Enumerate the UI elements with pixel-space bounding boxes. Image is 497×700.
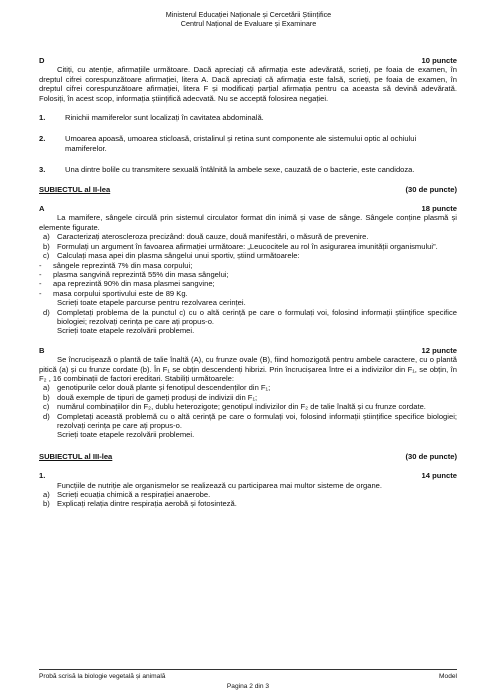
page-footer — [39, 669, 457, 691]
center-name: Centrul Național de Evaluare și Examinare — [180, 19, 317, 28]
part-b-letter: B — [39, 345, 45, 355]
footer-exam-title: Probă scrisă la biologie vegetală și animală — [39, 673, 166, 680]
part-b-item-a: a) genotipurile celor două plante și fenotipul descendenților din F₁; — [43, 383, 271, 393]
ministry-name: Ministerul Educației Naționale și Cercetării Științifice — [165, 10, 332, 19]
part-b-steps: Scrieți toate etapele rezolvării problemei. — [57, 430, 195, 440]
part-b-item-d: d) Completați această problemă cu o altă cerință pe care o formulați voi, folosind informații științifice specifice biologiei; rezolvați cerința pe care ați propus-o. — [43, 411, 457, 430]
statement-3: 3. Una dintre bolile cu transmitere sexuală întâlnită la ambele sexe, cauzată de o bacterie, este candidoza. — [39, 165, 415, 175]
part-b-item-b: b) două exemple de tipuri de gameți produși de indivizii din F₁; — [43, 392, 258, 402]
part-a-item-a: a) Caracterizați ateroscleroza precizând: două cauze, două manifestări, o măsură de prevenire. — [43, 232, 369, 242]
part-d-heading — [39, 56, 457, 65]
part-b-intro: Se încrucișează o plantă de talie înaltă (A), cu frunze ovale (B), fiind homozigotă pentru ambele caractere, cu o plantă pitică (a) și cu frunze cordate (b). În F₁ se obțin descendenți hibrizi. Prin încrucișarea între ei a indivizilor din F₁, se obțin, în F₂ , 16 combinații de factori ereditari. Stabiliți următoarele: — [39, 355, 457, 383]
part-a-steps-1: Scrieți toate etapele parcurse pentru rezolvarea cerinței. — [57, 298, 246, 308]
part-a-steps-2: Scrieți toate etapele rezolvării problemei. — [57, 326, 195, 336]
subject-3-heading — [39, 452, 457, 461]
question-1-item-b: b) Explicați relația dintre respirația aerobă și fotosinteză. — [43, 499, 237, 509]
part-b-points: 12 puncte — [421, 345, 457, 355]
statement-1: 1. Rinichii mamiferelor sunt localizați în cavitatea abdominală. — [39, 113, 264, 123]
subject-3-title: SUBIECTUL al III-lea — [39, 451, 113, 461]
statement-2: 2. Umoarea apoasă, umoarea sticloasă, cristalinul și retina sunt componente ale sistemului optic al ochiului mamiferelor. — [39, 134, 417, 153]
part-d-points: 10 puncte — [421, 56, 457, 65]
question-1-number: 1. — [39, 471, 46, 481]
part-b-heading — [39, 346, 457, 355]
part-a-item-d: d) Completați problema de la punctul c) cu o altă cerință pe care o formulați voi, folosind informații științifice specifice biologiei; rezolvați cerința pe care ați propus-o. — [43, 307, 457, 326]
part-a-points: 18 puncte — [421, 204, 457, 214]
subject-3-points: (30 de puncte) — [405, 451, 457, 461]
data-line-1: - sângele reprezintă 7% din masa corpului; — [39, 260, 193, 270]
footer-model: Model — [439, 673, 457, 680]
part-a-item-b: b) Formulați un argument în favoarea afirmației următoare: „Leucocitele au rol în asigurarea imunității organismului”. — [43, 241, 438, 251]
part-d-intro: Citiți, cu atenție, afirmațiile următoare. Dacă apreciați că afirmația este adevărată, scrieți, pe foaia de examen, în dreptul cifrei corespunzătoare afirmației, litera A. Dacă apreciați că afirmația este falsă, scrieți, pe foaia de examen, în dreptul cifrei corespunzătoare afirmației, litera F și modificați parțial afirmația pentru ca aceasta să devină adevărată. Folosiți, în acest scop, informația științifică adecvată. Nu se acceptă folosirea negației. — [39, 65, 457, 103]
question-1-item-a: a) Scrieți ecuația chimică a respirației anaerobe. — [43, 490, 211, 500]
question-1-heading — [39, 471, 457, 480]
part-a-letter: A — [39, 204, 45, 214]
footer-page-number: Pagina 2 din 3 — [226, 683, 270, 690]
data-line-2: - plasma sangvină reprezintă 55% din masa sângelui; — [39, 269, 229, 279]
part-a-heading — [39, 204, 457, 213]
part-b-item-c: c) numărul combinațiilor din F₂, dublu heterozigote; genotipul indivizilor din F₂ de talie înaltă și cu frunze cordate. — [43, 402, 426, 412]
subject-2-heading — [39, 185, 457, 194]
part-a-item-c: c) Calculați masa apei din plasma sângelui unui sportiv, știind următoarele: — [43, 251, 300, 261]
page-content — [39, 56, 457, 509]
part-a-intro: La mamifere, sângele circulă prin sistemul circulator format din inimă și vase de sânge. Sângele conține plasmă și elemente figurate. — [39, 213, 457, 232]
data-line-3: - apa reprezintă 90% din masa plasmei sangvine; — [39, 279, 215, 289]
question-1-intro: Funcțiile de nutriție ale organismelor se realizează cu participarea mai multor sisteme de organe. — [57, 480, 382, 490]
subject-2-points: (30 de puncte) — [405, 184, 457, 194]
page-header — [0, 10, 497, 28]
part-d-letter: D — [39, 56, 45, 65]
data-line-4: - masa corpului sportivului este de 89 Kg. — [39, 288, 188, 298]
subject-2-title: SUBIECTUL al II-lea — [39, 184, 111, 194]
question-1-points: 14 puncte — [421, 471, 457, 481]
